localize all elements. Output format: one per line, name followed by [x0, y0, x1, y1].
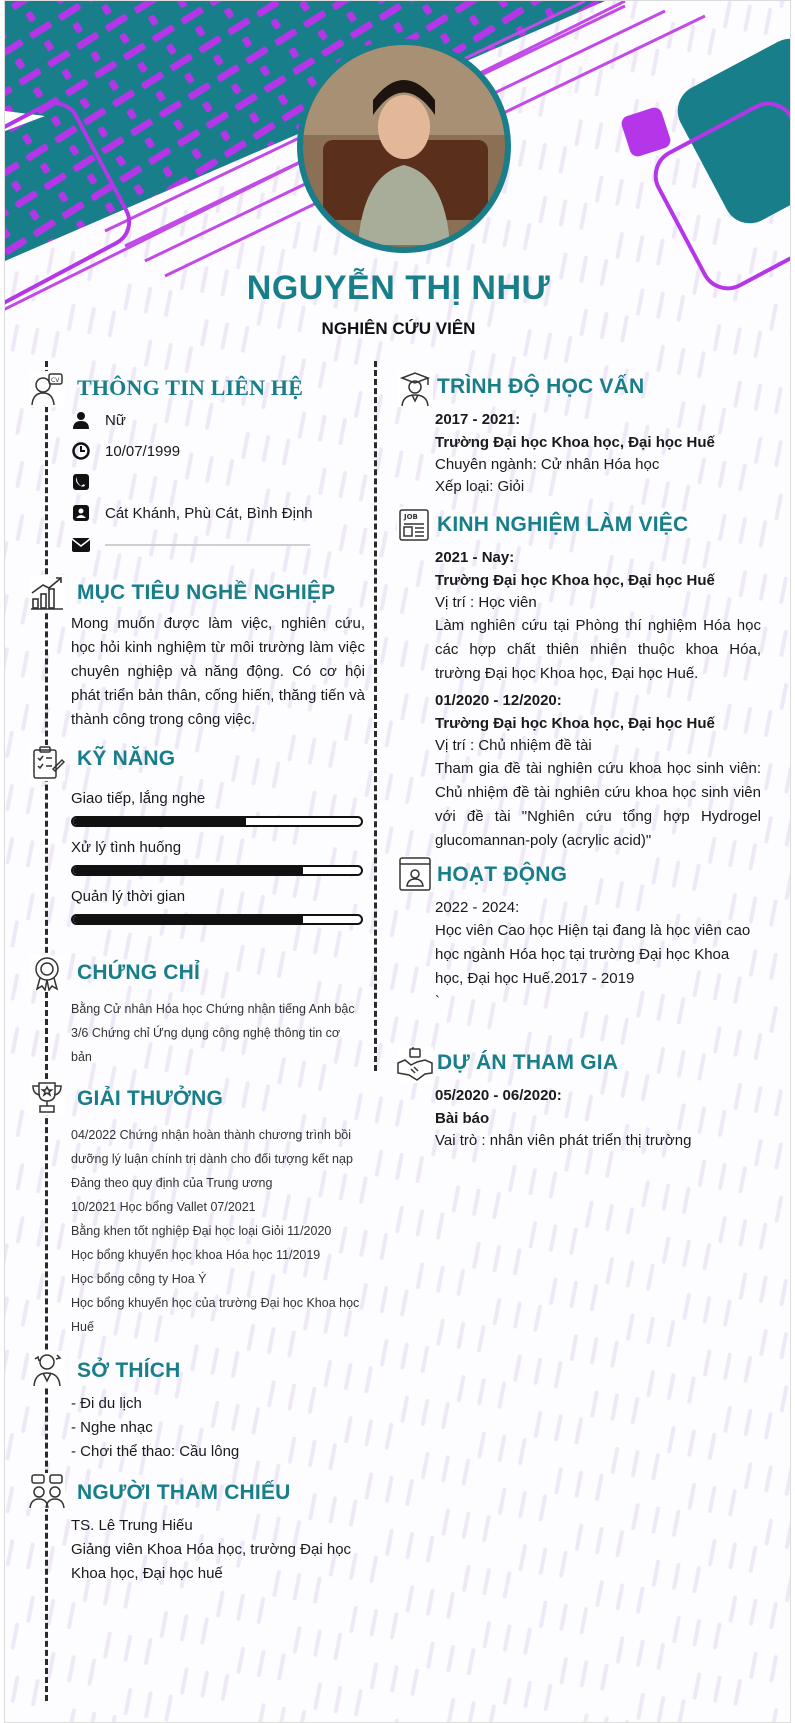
address-row: [71, 500, 313, 526]
education-school: Trường Đại học Khoa học, Đại học Huế: [435, 434, 715, 451]
skills-clipboard-icon: [29, 745, 65, 781]
envelope-icon: [71, 535, 91, 555]
project-role: Vai trò : nhân viên phát triển thị trường: [435, 1132, 692, 1149]
phone-row: [71, 469, 105, 495]
user-icon: [71, 410, 91, 430]
project-name: Bài báo: [435, 1110, 490, 1127]
experience-title: KINH NGHIỆM LÀM VIỆC: [437, 513, 689, 536]
reference-line-2: Giảng viên Khoa Hóa học, trường Đại học: [71, 1541, 352, 1558]
awards-title: GIẢI THƯỞNG: [77, 1087, 224, 1110]
references-title: NGƯỜI THAM CHIẾU: [77, 1481, 291, 1504]
activity-period: 2022 - 2024:: [435, 899, 520, 916]
skills-title: KỸ NĂNG: [77, 747, 176, 770]
certificate-line-3: bản: [71, 1050, 92, 1064]
handshake-icon: [397, 1047, 433, 1083]
award-line-7: Học bổng công ty Hoa Ý: [71, 1272, 207, 1286]
clock-icon: [71, 441, 91, 461]
cv-page: [4, 0, 791, 1723]
skill-fill-1: [73, 818, 246, 825]
skill-label-2: Xử lý tình huống: [71, 839, 182, 856]
award-line-1: 04/2022 Chứng nhận hoàn thành chương trình bồi: [71, 1128, 352, 1142]
cv-header: [5, 1, 791, 341]
email-row: [71, 532, 310, 558]
job-title: NGHIÊN CỨU VIÊN: [321, 319, 476, 338]
skill-fill-3: [73, 916, 303, 923]
certificate-medal-icon: [29, 955, 65, 991]
full-name: NGUYỄN THỊ NHƯ: [246, 269, 551, 307]
hobby-line-2: - Nghe nhạc: [71, 1419, 153, 1436]
people-chat-icon: [29, 1473, 65, 1509]
education-major: Chuyên ngành: Cử nhân Hóa học: [435, 456, 660, 473]
job-1-org: Trường Đại học Khoa học, Đại học Huế: [435, 572, 715, 589]
graduate-icon: [397, 371, 433, 407]
dob-value: 10/07/1999: [105, 442, 181, 460]
reference-line-3: Khoa học, Đại học huế: [71, 1565, 223, 1582]
skill-label-3: Quản lý thời gian: [71, 888, 186, 905]
hobby-line-1: - Đi du lịch: [71, 1395, 142, 1412]
gender-row: [71, 407, 126, 433]
reference-line-1: TS. Lê Trung Hiếu: [71, 1517, 193, 1534]
skill-bar-1: [71, 816, 363, 827]
growth-chart-icon: [29, 575, 65, 611]
activity-desc: Học viên Cao học Hiện tại đang là học viên cao học ngành Hóa học tại trường Đại học Khoa học, Đại học Huế.2017 - 2019: [435, 922, 751, 987]
projects-title: DỰ ÁN THAM GIA: [437, 1051, 619, 1074]
education-title: TRÌNH ĐỘ HỌC VẤN: [437, 375, 645, 398]
activity-laptop-icon: [397, 856, 433, 892]
job-2-desc: Tham gia đề tài nghiên cứu khoa học sinh viên: Chủ nhiệm đề tài nghiên cứu khoa học sinh viên với đề tài "Nghiên cứu tổng hợp Hydrogel glucomannan-poly (acrylic acid)": [435, 760, 761, 849]
job-2-position: Vị trí : Chủ nhiệm đề tài: [435, 737, 592, 754]
email-redaction: [105, 544, 310, 546]
education-grade: Xếp loại: Giỏi: [435, 478, 525, 495]
skill-label-1: Giao tiếp, lắng nghe: [71, 790, 206, 807]
skill-fill-2: [73, 867, 303, 874]
address-value: Cát Khánh, Phù Cát, Bình Định: [105, 504, 313, 522]
award-line-5: Bằng khen tốt nghiệp Đại học loại Giỏi 11/2020: [71, 1224, 332, 1238]
dob-row: [71, 438, 180, 464]
certificate-line-1: Bằng Cử nhân Hóa học Chứng nhận tiếng Anh bậc: [71, 1002, 355, 1016]
phone-icon: [71, 472, 91, 492]
svg-text:CV: CV: [51, 377, 60, 384]
hobbies-title: SỞ THÍCH: [77, 1359, 181, 1382]
profile-photo: [297, 39, 511, 253]
project-period: 05/2020 - 06/2020:: [435, 1087, 562, 1104]
activity-extra: `: [435, 993, 440, 1010]
job-1-position: Vị trí : Học viên: [435, 594, 537, 611]
job-1-desc: Làm nghiên cứu tại Phòng thí nghiệm Hóa học các hợp chất thiên nhiên thuộc khoa Hóa, trường Đại học Khoa học, Đại học Huế.: [435, 617, 761, 682]
contact-title: THÔNG TIN LIÊN HỆ: [77, 375, 304, 400]
job-1-period: 2021 - Nay:: [435, 549, 515, 566]
skill-bar-2: [71, 865, 363, 876]
right-timeline: [374, 361, 377, 1071]
activities-title: HOẠT ĐỘNG: [437, 863, 568, 886]
gender-value: Nữ: [105, 411, 126, 429]
job-newspaper-icon: [397, 507, 433, 543]
cv-person-icon: [29, 371, 65, 407]
objective-text: Mong muốn được làm việc, nghiên cứu, học hỏi kinh nghiệm từ môi trường làm việc chuyên nghiệp và năng động. Có cơ hội phát triển bản thân, cống hiến, thăng tiến và thành công trong công việc.: [71, 615, 365, 728]
skill-bar-3: [71, 914, 363, 925]
svg-text:JOB: JOB: [404, 513, 418, 521]
job-2-period: 01/2020 - 12/2020:: [435, 692, 562, 709]
award-line-2: dưỡng lý luận chính trị dành cho đối tượng kết nạp: [71, 1152, 353, 1166]
award-line-4: 10/2021 Học bổng Vallet 07/2021: [71, 1200, 256, 1214]
address-card-icon: [71, 503, 91, 523]
trophy-icon: [29, 1079, 65, 1115]
hobby-person-icon: [29, 1351, 65, 1387]
hobby-line-3: - Chơi thể thao: Cầu lông: [71, 1443, 240, 1460]
award-line-8: Học bổng khuyến học của trường Đại học Khoa học: [71, 1296, 360, 1310]
award-line-6: Học bổng khuyến học khoa Hóa học 11/2019: [71, 1248, 321, 1262]
objective-title: MỤC TIÊU NGHỀ NGHIỆP: [77, 581, 336, 604]
education-period: 2017 - 2021:: [435, 411, 521, 428]
job-2-org: Trường Đại học Khoa học, Đại học Huế: [435, 715, 715, 732]
award-line-3: Đảng theo quy định của Trung ương: [71, 1176, 273, 1190]
certificates-title: CHỨNG CHỈ: [77, 961, 201, 984]
certificate-line-2: 3/6 Chứng chỉ Ứng dụng công nghệ thông tin cơ: [71, 1026, 341, 1040]
award-line-9: Huế: [71, 1320, 94, 1334]
